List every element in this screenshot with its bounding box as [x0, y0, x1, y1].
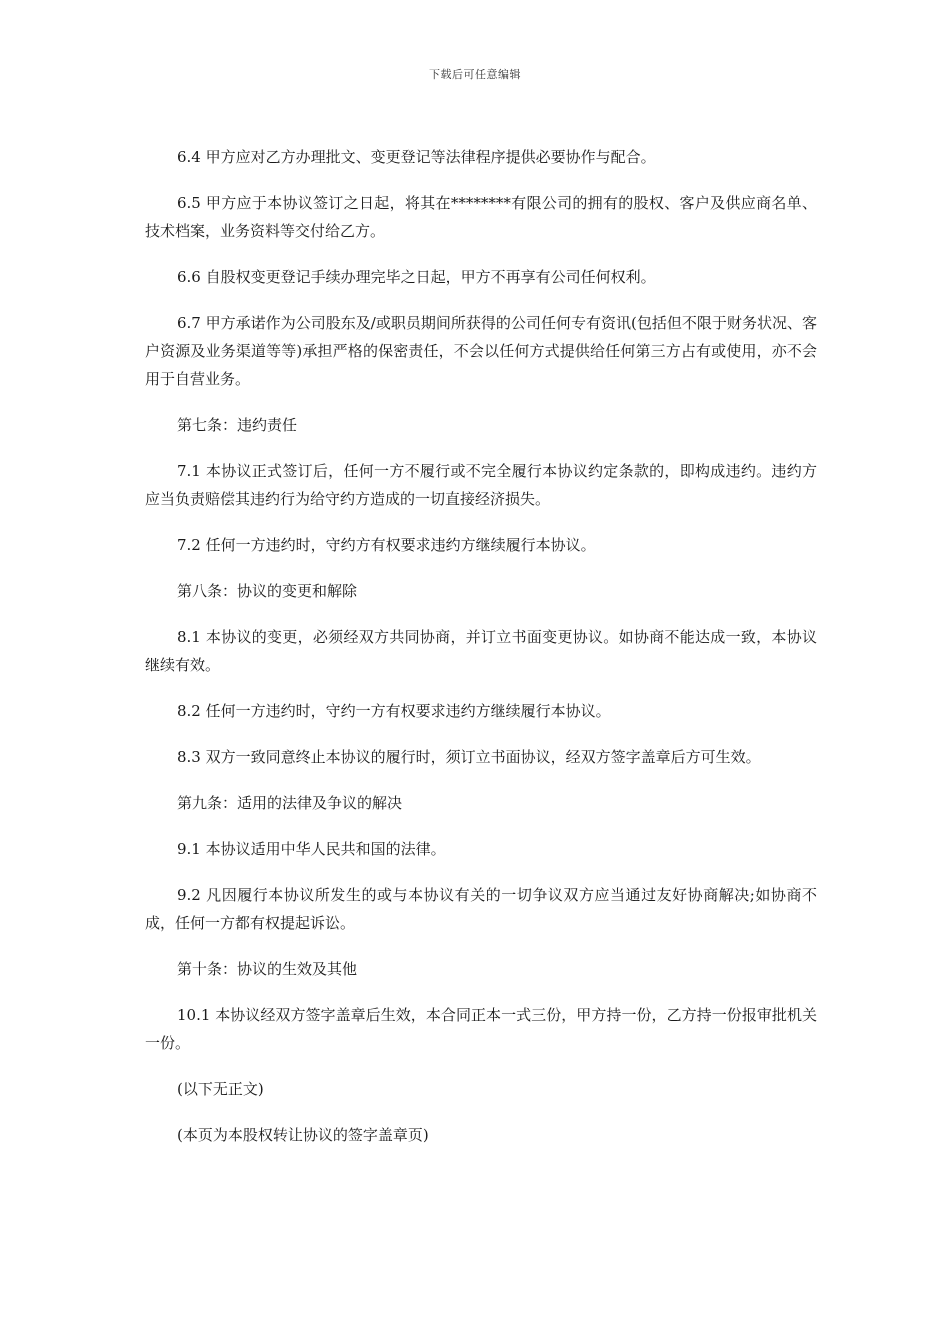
clause-8-2: 8.2 任何一方违约时，守约一方有权要求违约方继续履行本协议。: [177, 702, 611, 720]
clause-9-1: 9.1 本协议适用中华人民共和国的法律。: [177, 840, 446, 858]
clause-10-1: 10.1 本协议经双方签字盖章后生效，本合同正本一式三份，甲方持一份，乙方持一份报审批机关一份。: [145, 1006, 817, 1052]
clause-6-6: 6.6 自股权变更登记手续办理完毕之日起，甲方不再享有公司任何权利。: [177, 268, 656, 286]
clause-7-2: 7.2 任何一方违约时，守约方有权要求违约方继续履行本协议。: [177, 536, 596, 554]
clause-6-5: 6.5 甲方应于本协议签订之日起，将其在********有限公司的拥有的股权、客户及供应商名单、技术档案，业务资料等交付给乙方。: [145, 194, 817, 240]
clause-7-1: 7.1 本协议正式签订后，任何一方不履行或不完全履行本协议约定条款的，即构成违约。违约方应当负责赔偿其违约行为给守约方造成的一切直接经济损失。: [145, 462, 817, 508]
no-further-text-note: (以下无正文): [177, 1080, 264, 1098]
clause-8-3: 8.3 双方一致同意终止本协议的履行时，须订立书面协议，经双方签字盖章后方可生效。: [177, 748, 761, 766]
document-body: [145, 143, 817, 1167]
article-10-heading: 第十条：协议的生效及其他: [177, 960, 358, 978]
article-9-heading: 第九条：适用的法律及争议的解决: [177, 794, 403, 812]
clause-9-2: 9.2 凡因履行本协议所发生的或与本协议有关的一切争议双方应当通过友好协商解决;如协商不成，任何一方都有权提起诉讼。: [145, 886, 817, 932]
page-header: 下载后可任意编辑: [429, 68, 521, 81]
article-8-heading: 第八条：协议的变更和解除: [177, 582, 358, 600]
clause-6-4: 6.4 甲方应对乙方办理批文、变更登记等法律程序提供必要协作与配合。: [177, 148, 656, 166]
clause-8-1: 8.1 本协议的变更，必须经双方共同协商，并订立书面变更协议。如协商不能达成一致，本协议继续有效。: [145, 628, 817, 674]
signature-page-note: (本页为本股权转让协议的签字盖章页): [177, 1126, 429, 1144]
clause-6-7: 6.7 甲方承诺作为公司股东及/或职员期间所获得的公司任何专有资讯(包括但不限于财务状况、客户资源及业务渠道等等)承担严格的保密责任，不会以任何方式提供给任何第三方占有或使用，亦不会用于自营业务。: [145, 314, 817, 388]
article-7-heading: 第七条：违约责任: [177, 416, 298, 434]
